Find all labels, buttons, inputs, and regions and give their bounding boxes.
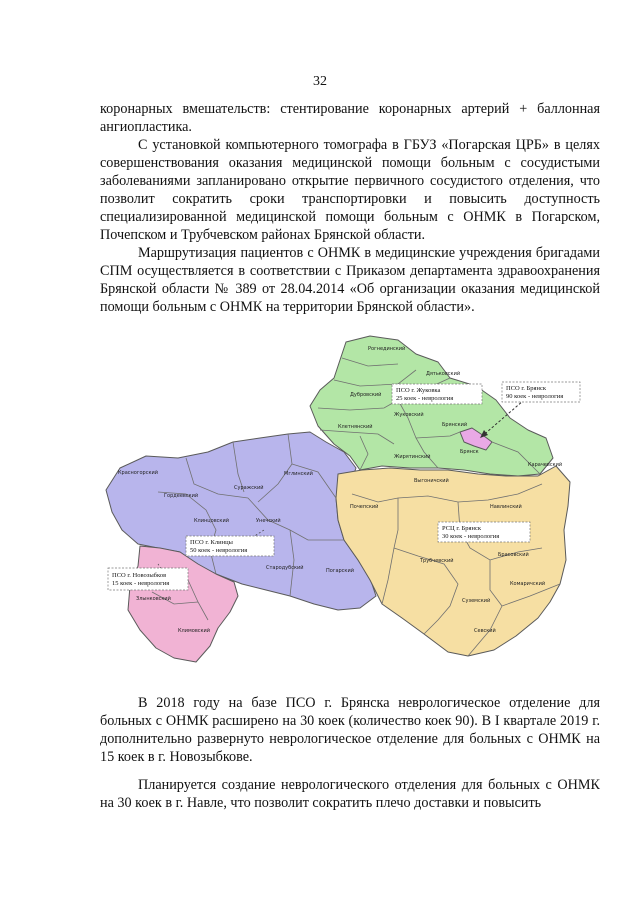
district-navlinsky: Навлинский	[490, 504, 522, 510]
district-zhukovsky: Жуковский	[394, 412, 424, 418]
district-surazhsky: Суражский	[234, 485, 264, 491]
district-vygonichsky: Выгоничский	[414, 478, 449, 484]
district-unechsky: Унечский	[256, 518, 281, 524]
district-klintsovsky: Клинцовский	[194, 518, 229, 524]
district-zhiryatinsky: Жирятинский	[394, 454, 431, 460]
callout-psc-bryansk-beds: 30 коек - неврология	[442, 533, 500, 540]
paragraph-continuation: коронарных вмешательств: стентирование коронарных артерий + баллонная ангиопластика.	[100, 101, 600, 135]
district-suzemsky: Суземский	[462, 598, 491, 604]
district-bryansk: Брянск	[460, 449, 479, 455]
body-text-top	[100, 100, 600, 316]
callout-pso-bryansk-beds: 90 коек - неврология	[506, 393, 564, 400]
callout-psc-bryansk-title: РСЦ г. Брянск	[442, 525, 482, 532]
bryansk-region-map	[98, 334, 588, 674]
callout-pso-klintsy-title: ПСО г. Клинцы	[190, 539, 233, 546]
district-krasnogorsky: Красногорский	[118, 470, 158, 476]
district-pochepsky: Почепский	[350, 504, 379, 510]
callout-psc-bryansk	[438, 522, 530, 542]
paragraph-routing: Маршрутизация пациентов с ОНМК в медицинские учреждения бригадами СПМ осуществляется в соответствии с Приказом департамента здравоохранения Брянской области № 389 от 28.04.2014 «Об организации оказания медицинской помощи больным с ОНМК на территории Брянской области».	[100, 245, 600, 315]
district-zlynkovsky: Злынковский	[136, 596, 171, 602]
district-karachevsky: Карачевский	[528, 462, 563, 468]
callout-pso-klintsy-beds: 50 коек - неврология	[190, 547, 248, 554]
map-svg	[98, 334, 588, 674]
callout-pso-bryansk-title: ПСО г. Брянск	[506, 385, 547, 392]
body-text-bottom	[100, 694, 600, 812]
callout-pso-bryansk	[502, 382, 580, 402]
paragraph-ct-scanner: С установкой компьютерного томографа в ГБУЗ «Погарская ЦРБ» в целях совершенствования оказания медицинской помощи больным с сосудистыми заболеваниями запланировано открытие первичного сосудистого отделения, что позволит сократить сроки транспортировки и повысить доступность специализированной медицинской помощи больным с ОНМК в Погарском, Почепском и Трубчевском районах Брянской области.	[100, 137, 600, 243]
district-mglinsky: Мглинский	[284, 471, 313, 477]
callout-pso-zhukovka-beds: 25 коек - неврология	[396, 395, 454, 402]
district-dubrovsky: Дубровский	[350, 392, 382, 398]
callout-pso-novozybkov-beds: 15 коек - неврология	[112, 580, 170, 587]
district-bryansky: Брянский	[442, 422, 468, 428]
district-pogarsky: Погарский	[326, 568, 354, 574]
district-komarichsky: Комаричский	[510, 581, 546, 587]
district-rognedinsky: Рогнединский	[368, 346, 406, 352]
paragraph-navlya-plan: Планируется создание неврологического отделения для больных с ОНМК на 30 коек в г. Навле, что позволит сократить плечо доставки и повысить	[100, 777, 600, 811]
district-dyatkovsky: Дятьковский	[426, 371, 461, 377]
page-number: 32	[313, 74, 327, 89]
district-trubchevsky: Трубчевский	[420, 558, 454, 564]
callout-pso-zhukovka	[392, 384, 482, 404]
callout-pso-novozybkov-title: ПСО г. Новозыбков	[112, 572, 167, 579]
district-starodubsky: Стародубский	[266, 565, 304, 571]
callout-pso-klintsy	[186, 536, 274, 556]
callout-pso-zhukovka-title: ПСО г. Жуковка	[396, 387, 441, 394]
paragraph-2018-expansion: В 2018 году на базе ПСО г. Брянска неврологическое отделение для больных с ОНМК расширено на 30 коек (количество коек 90). В I квартале 2019 г. дополнительно развернуто неврологическое отделение для больных с ОНМК на 15 коек в г. Новозыбкове.	[100, 695, 600, 765]
district-klimovsky: Климовский	[178, 628, 211, 634]
district-brasovsky: Брасовский	[498, 552, 529, 558]
district-kletnyansky: Клетнянский	[338, 424, 373, 430]
callout-pso-novozybkov	[108, 568, 188, 590]
district-gordeevsky: Гордеевский	[164, 493, 199, 499]
district-sevsky: Севский	[474, 628, 496, 634]
